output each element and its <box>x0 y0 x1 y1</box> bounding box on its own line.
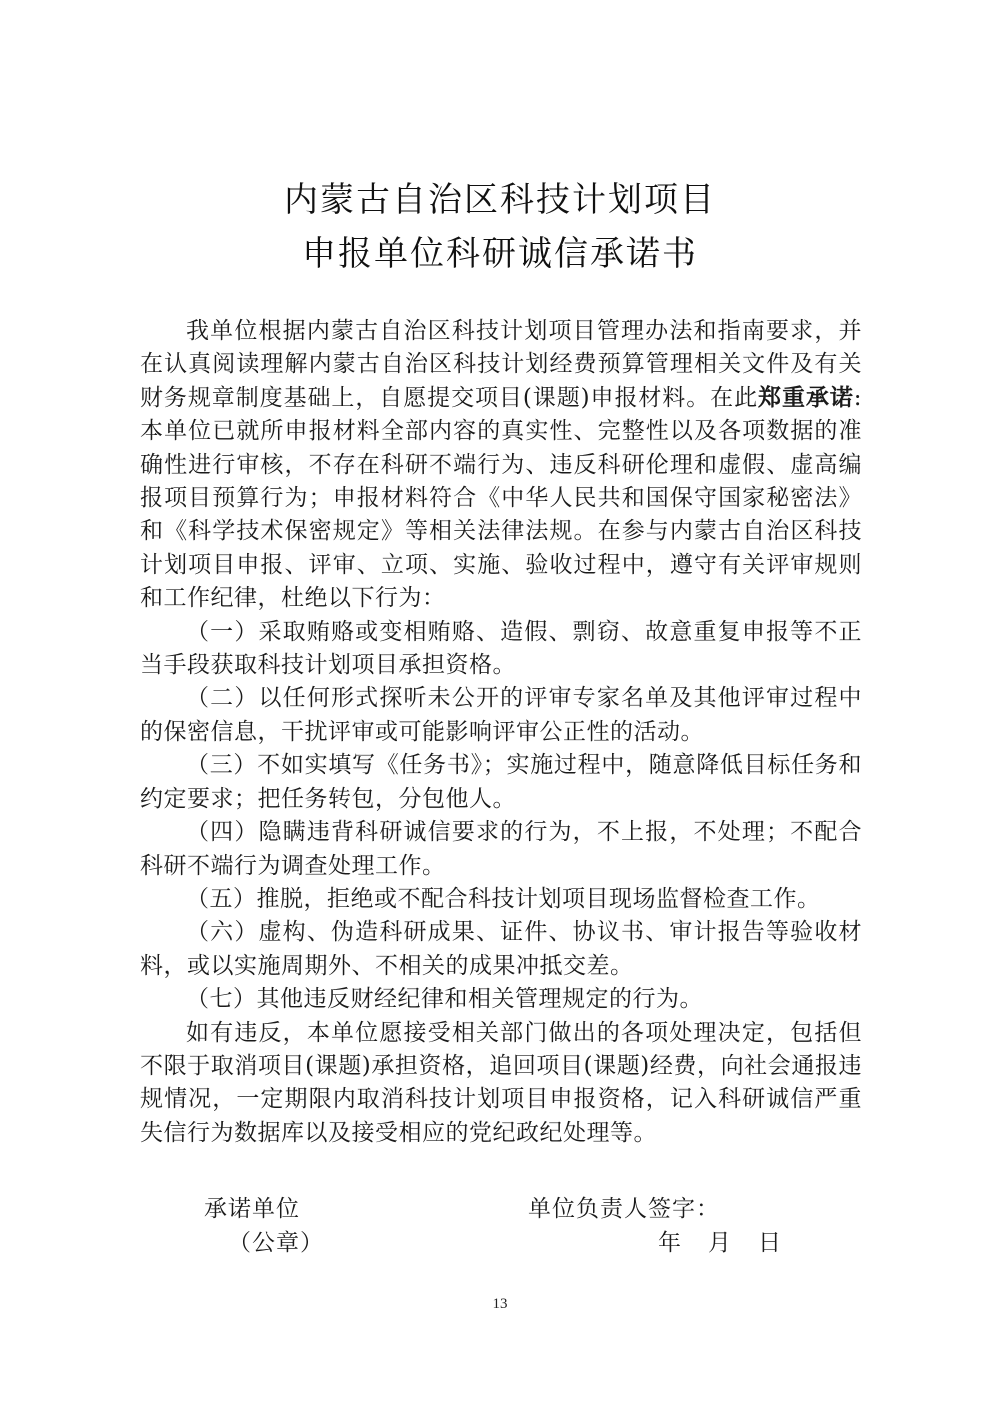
prohibited-item-1: （一）采取贿赂或变相贿赂、造假、剽窃、故意重复申报等不正当手段获取科技计划项目承担资格。 <box>140 618 862 679</box>
intro-text-part1: 我单位根据内蒙古自治区科技计划项目管理办法和指南要求，并在认真阅读理解内蒙古自治区科技计划经费预算管理相关文件及有关财务规章制度基础上，自愿提交项目(课题)申报材料。在此 <box>140 318 862 411</box>
closing-paragraph: 如有违反，本单位愿接受相关部门做出的各项处理决定，包括但不限于取消项目(课题)承担资格，追回项目(课题)经费，向社会通报违规情况，一定期限内取消科技计划项目申报资格，记入科研诚信严重失信行为数据库以及接受相应的党纪政纪处理等。 <box>140 1019 862 1146</box>
date-year-label: 年 <box>658 1230 682 1256</box>
intro-paragraph <box>140 315 862 616</box>
prohibited-item-3: （三）不如实填写《任务书》；实施过程中，随意降低目标任务和约定要求；把任务转包，分包他人。 <box>140 752 862 812</box>
signature-date <box>658 1224 808 1257</box>
document-title-line2: 申报单位科研诚信承诺书 <box>302 234 698 274</box>
official-seal-label: （公章） <box>228 1230 324 1256</box>
commitment-body <box>140 315 862 1150</box>
prohibited-item-6: （六）虚构、伪造科研成果、证件、协议书、审计报告等验收材料，或以实施周期外、不相关的成果冲抵交差。 <box>140 919 862 979</box>
prohibited-item-2: （二）以任何形式探听未公开的评审专家名单及其他评审过程中的保密信息，干扰评审或可能影响评审公正性的活动。 <box>140 685 862 745</box>
page-number: 13 <box>492 1296 508 1312</box>
unit-leader-signature-label: 单位负责人签字： <box>528 1196 720 1222</box>
intro-text-part2: : 本单位已就所申报材料全部内容的真实性、完整性以及各项数据的准确性进行审核，不存在科研不端行为、违反科研伦理和虚假、虚高编报项目预算行为；申报材料符合《中华人民共和国保守国家秘密法》和《科学技术保密规定》等相关法律法规。在参与内蒙古自治区科技计划项目申报、评审、立项、实施、验收过程中，遵守有关评审规则和工作纪律，杜绝以下行为： <box>140 384 862 612</box>
prohibited-item-4: （四）隐瞒违背科研诚信要求的行为，不上报，不处理；不配合科研不端行为调查处理工作。 <box>140 819 862 879</box>
document-title-line1: 内蒙古自治区科技计划项目 <box>284 180 716 220</box>
date-month-label: 月 <box>708 1230 732 1256</box>
intro-bold-commitment: 郑重承诺 <box>758 384 854 411</box>
date-day-label: 日 <box>758 1230 782 1256</box>
prohibited-item-7: （七）其他违反财经纪律和相关管理规定的行为。 <box>186 986 703 1013</box>
committing-unit-label: 承诺单位 <box>204 1196 300 1222</box>
prohibited-item-5: （五）推脱，拒绝或不配合科技计划项目现场监督检查工作。 <box>186 885 821 912</box>
